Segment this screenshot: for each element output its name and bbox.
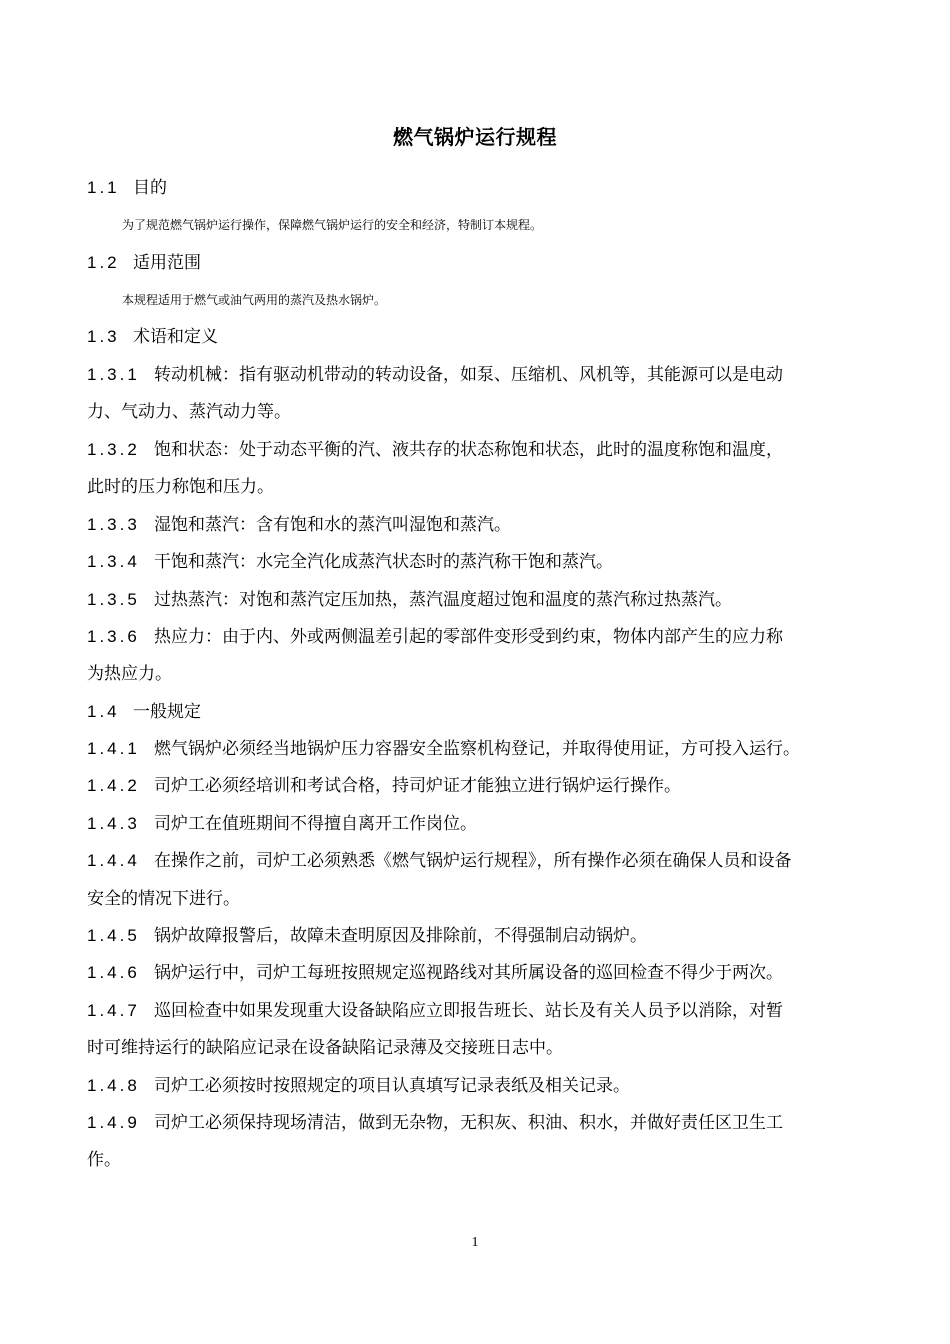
clause-text: 热应力：由于内、外或两侧温差引起的零部件变形受到约束，物体内部产生的应力称 [154, 627, 783, 647]
clause-1-4-2 [87, 776, 867, 796]
clause-number: 1.4.9 [87, 1113, 140, 1132]
clause-1-4-9 [87, 1113, 867, 1133]
clause-number: 1.4.2 [87, 776, 140, 795]
section-heading-1-1 [87, 178, 867, 198]
section-number: 1.4 [87, 702, 120, 721]
section-number: 1.2 [87, 253, 120, 272]
clause-1-3-4 [87, 552, 867, 572]
clause-text: 干饱和蒸汽：水完全汽化成蒸汽状态时的蒸汽称干饱和蒸汽。 [154, 552, 613, 572]
section-title: 术语和定义 [133, 327, 218, 347]
clause-1-3-2-continued: 此时的压力称饱和压力。 [87, 477, 274, 497]
clause-number: 1.4.5 [87, 926, 140, 945]
clause-text: 司炉工必须保持现场清洁，做到无杂物，无积灰、积油、积水，并做好责任区卫生工 [154, 1113, 783, 1133]
clause-1-3-1-continued: 力、气动力、蒸汽动力等。 [87, 402, 291, 422]
clause-1-4-6 [87, 963, 867, 983]
clause-1-4-5 [87, 926, 867, 946]
clause-1-4-7 [87, 1001, 867, 1021]
clause-text: 湿饱和蒸汽：含有饱和水的蒸汽叫湿饱和蒸汽。 [154, 515, 511, 535]
section-title: 一般规定 [133, 702, 201, 722]
clause-1-3-6 [87, 627, 867, 647]
clause-number: 1.3.3 [87, 515, 140, 534]
clause-1-4-4 [87, 851, 867, 871]
page-number: 1 [471, 1235, 479, 1250]
clause-1-4-3 [87, 814, 867, 834]
clause-1-4-1 [87, 739, 867, 759]
clause-1-3-3 [87, 515, 867, 535]
clause-number: 1.4.4 [87, 851, 140, 870]
clause-number: 1.3.4 [87, 552, 140, 571]
section-title: 适用范围 [133, 253, 201, 273]
section-heading-1-2 [87, 253, 867, 273]
clause-number: 1.3.2 [87, 440, 140, 459]
clause-1-3-6-continued: 为热应力。 [87, 664, 172, 684]
section-number: 1.3 [87, 327, 120, 346]
clause-text: 饱和状态：处于动态平衡的汽、液共存的状态称饱和状态，此时的温度称饱和温度， [154, 440, 783, 460]
clause-text: 司炉工必须按时按照规定的项目认真填写记录表纸及相关记录。 [154, 1076, 630, 1096]
clause-1-4-9-continued: 作。 [87, 1150, 121, 1170]
clause-1-3-5 [87, 590, 867, 610]
clause-number: 1.3.5 [87, 590, 140, 609]
section-heading-1-4 [87, 702, 867, 722]
clause-text: 燃气锅炉必须经当地锅炉压力容器安全监察机构登记，并取得使用证，方可投入运行。 [154, 739, 800, 759]
clause-number: 1.4.7 [87, 1001, 140, 1020]
clause-1-3-2 [87, 440, 867, 460]
clause-1-3-1 [87, 365, 867, 385]
clause-text: 锅炉故障报警后，故障未查明原因及排除前，不得强制启动锅炉。 [154, 926, 647, 946]
clause-number: 1.4.8 [87, 1076, 140, 1095]
clause-text: 司炉工在值班期间不得擅自离开工作岗位。 [154, 814, 477, 834]
clause-text: 锅炉运行中，司炉工每班按照规定巡视路线对其所属设备的巡回检查不得少于两次。 [154, 963, 783, 983]
paragraph-1-2: 本规程适用于燃气或油气两用的蒸汽及热水锅炉。 [122, 293, 387, 307]
clause-number: 1.4.3 [87, 814, 140, 833]
clause-1-4-7-continued: 时可维持运行的缺陷应记录在设备缺陷记录薄及交接班日志中。 [87, 1038, 563, 1058]
clause-text: 转动机械：指有驱动机带动的转动设备，如泵、压缩机、风机等，其能源可以是电动 [154, 365, 783, 385]
section-number: 1.1 [87, 178, 120, 197]
clause-number: 1.3.1 [87, 365, 140, 384]
clause-1-4-8 [87, 1076, 867, 1096]
clause-text: 过热蒸汽：对饱和蒸汽定压加热，蒸汽温度超过饱和温度的蒸汽称过热蒸汽。 [154, 590, 732, 610]
section-title: 目的 [133, 178, 167, 198]
clause-number: 1.3.6 [87, 627, 140, 646]
clause-text: 巡回检查中如果发现重大设备缺陷应立即报告班长、站长及有关人员予以消除，对暂 [154, 1001, 783, 1021]
clause-text: 司炉工必须经培训和考试合格，持司炉证才能独立进行锅炉运行操作。 [154, 776, 681, 796]
section-heading-1-3 [87, 327, 867, 347]
clause-number: 1.4.6 [87, 963, 140, 982]
clause-1-4-4-continued: 安全的情况下进行。 [87, 889, 240, 909]
document-title: 燃气锅炉运行规程 [393, 125, 557, 149]
clause-text: 在操作之前，司炉工必须熟悉《燃气锅炉运行规程》，所有操作必须在确保人员和设备 [154, 851, 792, 871]
clause-number: 1.4.1 [87, 739, 140, 758]
paragraph-1-1: 为了规范燃气锅炉运行操作，保障燃气锅炉运行的安全和经济，特制订本规程。 [122, 218, 543, 232]
